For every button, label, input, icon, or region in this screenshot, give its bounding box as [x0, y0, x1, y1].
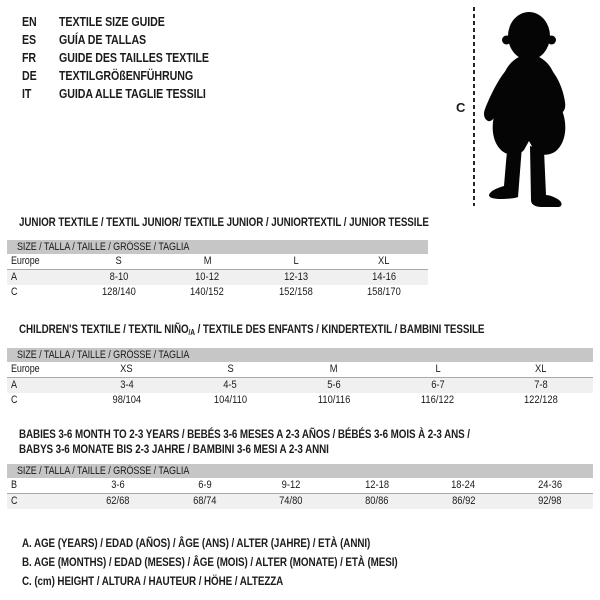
table-title-text	[19, 215, 429, 230]
table-cell-text: 80/86	[365, 495, 389, 507]
table-cell-text: 6-7	[430, 379, 445, 391]
language-title	[59, 49, 242, 67]
size-table	[7, 240, 428, 300]
row-label-text: C	[11, 495, 18, 507]
table-cell-text: 104/110	[213, 394, 247, 406]
table-cell-text: 3-6	[111, 479, 125, 491]
language-code-text: DE	[22, 68, 37, 83]
table-cell	[163, 285, 251, 300]
table-cell-text: 158/170	[366, 286, 401, 298]
table-cell-text: 140/152	[190, 286, 225, 298]
language-row	[22, 49, 242, 67]
table-cell	[248, 494, 334, 509]
table-title-text	[19, 442, 329, 457]
table-cell	[179, 393, 283, 408]
table-cell-text: 18-24	[451, 479, 476, 491]
table-cell	[420, 478, 506, 493]
language-code	[22, 49, 59, 67]
table-cell-text: 116/122	[421, 394, 455, 406]
language-title	[59, 85, 238, 103]
table-cell	[334, 494, 420, 509]
table-title	[19, 322, 587, 340]
table-row	[7, 285, 428, 300]
legend-line-text: C. (cm) HEIGHT / ALTURA / HAUTEUR / HÖHE / ALTEZZA	[22, 574, 284, 588]
table-cell	[75, 393, 179, 408]
table-row	[7, 378, 593, 393]
table-title	[19, 215, 519, 230]
table-cell	[75, 270, 163, 285]
table-cell	[507, 494, 593, 509]
row-label	[7, 393, 75, 408]
language-title-text: TEXTILGRÖßENFÜHRUNG	[59, 68, 194, 83]
size-table-header-text: SIZE / TALLA / TAILLE / GRÖSSE / TAGLIA	[17, 465, 190, 477]
table-title-text	[19, 427, 470, 442]
table-cell	[282, 393, 386, 408]
table-cell	[489, 362, 593, 377]
table-row	[7, 270, 428, 285]
measure-legend	[22, 534, 480, 591]
row-label	[7, 270, 75, 285]
table-cell-text: 5-6	[327, 379, 341, 391]
table-row	[7, 362, 593, 378]
table-cell-text: 3-4	[120, 379, 134, 391]
table-row	[7, 254, 428, 270]
row-label-text: Europe	[11, 255, 40, 267]
language-code-text: IT	[22, 86, 32, 101]
row-label-text: A	[11, 271, 17, 283]
table-title-segment: /A	[188, 328, 195, 337]
table-cell-text: 10-12	[195, 271, 220, 283]
language-title	[59, 31, 165, 49]
language-code-text: FR	[22, 50, 37, 65]
table-cell-text: M	[203, 255, 212, 267]
table-cell	[489, 393, 593, 408]
table-row	[7, 478, 593, 494]
table-cell-text: 74/80	[279, 495, 303, 507]
language-code	[22, 31, 59, 49]
language-row	[22, 13, 242, 31]
table-cell	[386, 393, 490, 408]
table-cell	[161, 478, 247, 493]
table-cell	[75, 362, 179, 377]
row-label-text: B	[11, 479, 17, 491]
table-title-segment: BABYS 3-6 MONATE BIS 2-3 JAHRE / BAMBINI 3-6 MESI A 2-3 ANNI	[19, 442, 329, 456]
table-cell-text: S	[116, 255, 123, 267]
language-title	[59, 67, 222, 85]
table-cell-text: 24-36	[537, 479, 562, 491]
table-cell	[252, 285, 340, 300]
table-title-segment: CHILDREN'S TEXTILE / TEXTIL NIÑO	[19, 322, 189, 336]
row-label-text: C	[11, 286, 18, 298]
table-cell-text: 12-18	[365, 479, 390, 491]
table-cell-text: 68/74	[192, 495, 217, 507]
table-cell-text: 8-10	[109, 271, 129, 283]
table-cell	[248, 478, 334, 493]
table-cell	[163, 270, 251, 285]
legend-line	[22, 572, 480, 591]
language-code	[22, 85, 59, 103]
row-label	[7, 285, 75, 300]
table-cell-text: 152/158	[278, 286, 313, 298]
table-cell-text: 6-9	[197, 479, 212, 491]
table-title-line	[19, 427, 569, 442]
language-code	[22, 13, 59, 31]
language-code-text: EN	[22, 14, 37, 29]
table-cell	[252, 270, 340, 285]
table-cell-text: 12-13	[283, 271, 308, 283]
table-title-text	[19, 322, 484, 340]
table-cell-text: 110/116	[317, 394, 351, 406]
height-measure-label: C	[456, 100, 466, 115]
table-cell	[75, 254, 163, 269]
height-dashed-line	[473, 7, 475, 206]
toddler-height-figure	[450, 0, 600, 215]
table-title	[19, 427, 569, 457]
size-table	[7, 464, 593, 509]
table-cell-text: L	[434, 363, 441, 375]
legend-line-text: A. AGE (YEARS) / EDAD (AÑOS) / ÂGE (ANS) / ALTER (JAHRE) / ETÀ (ANNI)	[22, 536, 371, 550]
table-title-line	[19, 215, 519, 230]
size-table-header	[7, 348, 593, 362]
table-cell	[507, 478, 593, 493]
table-cell-text: M	[330, 363, 338, 375]
row-label	[7, 362, 75, 377]
legend-line	[22, 553, 480, 572]
row-label	[7, 478, 75, 493]
language-list	[22, 13, 242, 103]
table-cell	[340, 285, 428, 300]
language-title-text: TEXTILE SIZE GUIDE	[59, 14, 165, 29]
table-cell	[75, 478, 161, 493]
legend-line-text: B. AGE (MONTHS) / EDAD (MESES) / ÂGE (MOIS) / ALTER (MONATE) / ETÀ (MESI)	[22, 555, 398, 569]
table-cell-text: L	[293, 255, 299, 267]
table-cell	[179, 378, 283, 393]
table-cell	[386, 378, 490, 393]
table-cell	[282, 378, 386, 393]
size-table	[7, 348, 593, 408]
table-title-segment: BABIES 3-6 MONTH TO 2-3 YEARS / BEBÉS 3-6 MESES A 2-3 AÑOS / BÉBÉS 3-6 MOIS À 2-3 ANS /	[19, 427, 470, 441]
table-cell	[75, 494, 161, 509]
table-cell	[163, 254, 251, 269]
table-title-line	[19, 442, 569, 457]
language-title-text: GUÍA DE TALLAS	[59, 32, 147, 47]
table-cell	[386, 362, 490, 377]
legend-line	[22, 534, 480, 553]
table-cell	[179, 362, 283, 377]
table-cell-text: 92/98	[538, 495, 562, 507]
row-label	[7, 378, 75, 393]
table-cell-text: 86/92	[451, 495, 476, 507]
table-cell-text: 9-12	[281, 479, 301, 491]
size-table-header	[7, 464, 593, 478]
table-cell-text: 122/128	[524, 394, 559, 406]
table-cell-text: 128/140	[102, 286, 137, 298]
table-cell	[75, 378, 179, 393]
table-cell-text: 62/68	[106, 495, 130, 507]
size-table-header-text: SIZE / TALLA / TAILLE / GRÖSSE / TAGLIA	[17, 349, 190, 361]
table-cell	[161, 494, 247, 509]
table-title-line	[19, 322, 587, 340]
language-row	[22, 31, 242, 49]
table-cell	[282, 362, 386, 377]
table-row	[7, 393, 593, 408]
row-label	[7, 254, 75, 269]
size-table-header-text: SIZE / TALLA / TAILLE / GRÖSSE / TAGLIA	[17, 241, 190, 253]
language-title-text: GUIDE DES TAILLES TEXTILE	[59, 50, 209, 65]
table-cell-text: S	[227, 363, 234, 375]
table-cell	[420, 494, 506, 509]
table-cell-text: 98/104	[112, 394, 142, 406]
language-row	[22, 67, 242, 85]
table-title-segment: / TEXTILE DES ENFANTS / KINDERTEXTIL / BAMBINI TESSILE	[194, 322, 485, 336]
language-title	[59, 13, 188, 31]
table-cell	[334, 478, 420, 493]
table-title-segment: JUNIOR TEXTILE / TEXTIL JUNIOR/ TEXTILE JUNIOR / JUNIORTEXTIL / JUNIOR TESSILE	[19, 215, 429, 229]
row-label-text: Europe	[11, 363, 40, 375]
table-cell-text: XS	[120, 363, 134, 375]
row-label-text: C	[11, 394, 18, 406]
table-row	[7, 494, 593, 509]
language-code-text: ES	[22, 32, 37, 47]
size-table-header	[7, 240, 428, 254]
table-cell	[252, 254, 340, 269]
table-cell-text: 14-16	[371, 271, 396, 283]
table-cell-text: XL	[535, 363, 547, 375]
toddler-silhouette-icon	[481, 10, 571, 210]
table-cell	[340, 270, 428, 285]
language-code	[22, 67, 59, 85]
table-cell-text: 4-5	[223, 379, 238, 391]
language-row	[22, 85, 242, 103]
table-cell	[75, 285, 163, 300]
row-label-text: A	[11, 379, 17, 391]
language-title-text: GUIDA ALLE TAGLIE TESSILI	[59, 86, 206, 101]
table-cell	[489, 378, 593, 393]
table-cell-text: 7-8	[534, 379, 548, 391]
table-cell	[340, 254, 428, 269]
table-cell-text: XL	[378, 255, 390, 267]
row-label	[7, 494, 75, 509]
